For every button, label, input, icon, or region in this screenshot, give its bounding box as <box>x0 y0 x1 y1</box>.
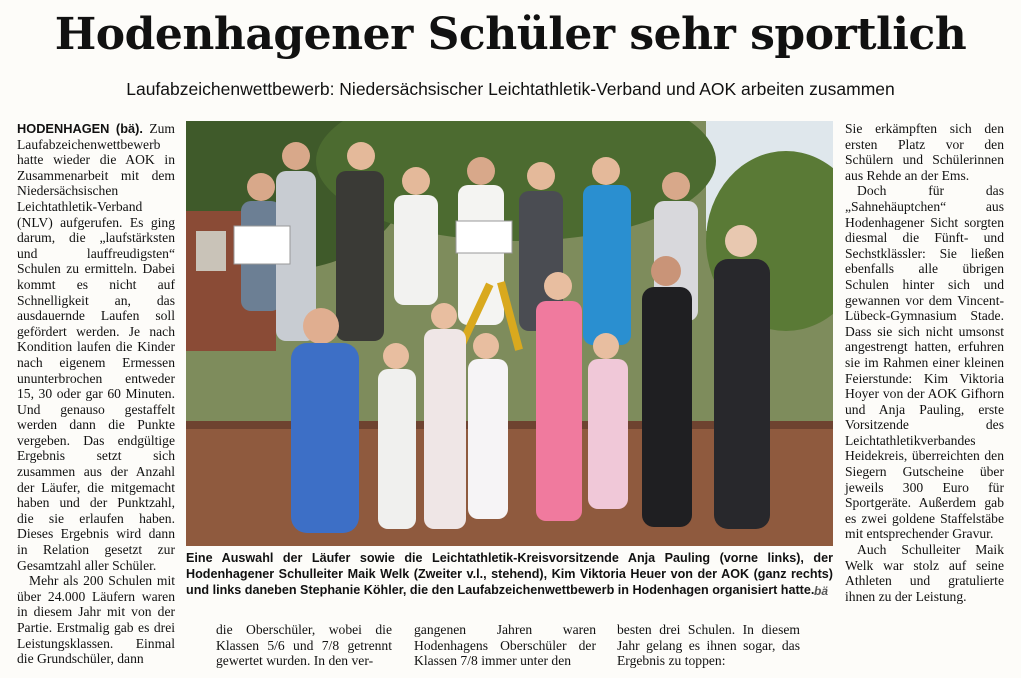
article-paragraph-5: Auch Schulleiter Maik Welk war stolz auf seine Athleten und gratulierte ihnen zu der Leistung. <box>845 542 1004 604</box>
photo-caption: Eine Auswahl der Läufer sowie die Leichtathletik-Kreisvorsitzende Anja Pauling (vorne links), der Hodenhagener Schulleiter Maik Welk (Zweiter v.l., stehend), Kim Viktoria Heuer von der AOK (ganz rechts) und links daneben Stephanie Köhler, die den Laufabzeichenwettbewerb in Hodenhagen organisiert hatte. <box>186 551 833 597</box>
article-paragraph-2: Mehr als 200 Schulen mit über 24.000 Läufern waren in diesem Jahr mit von der Partie. Erstmalig gab es drei Leistungsklassen. Einmal die Grundschüler, dann <box>17 573 175 667</box>
group-photo <box>186 121 833 546</box>
photo-credit: bä <box>814 584 829 598</box>
headline: Hodenhagener Schüler sehr sportlich <box>54 9 967 60</box>
article-column-4 <box>617 622 800 669</box>
article-column-5 <box>845 121 1004 604</box>
article-column-1 <box>17 121 175 667</box>
article-paragraph-1 <box>17 121 175 573</box>
dateline: HODENHAGEN (bä). <box>17 121 143 136</box>
article-text: Zum Laufabzeichenwettbewerb hatte wieder die AOK in Zusammenarbeit mit dem Niedersächsischen Leichtathletik-Verband (NLV) aufgerufen. Es ging darum, die „laufstärksten und lauffreudigsten“ Schulen zu ermitteln. Dabei kommt es nicht auf Schnelligkeit an, das ausdauernde Laufen soll gefördert werden. Je nach Kondition laufen die Kinder nach eigenem Ermessen ununterbrochen entweder 15, 30 oder gar 60 Minuten. Und genauso gestaffelt werden dann die Punkte vergeben. Das endgültige Ergebnis setzt sich zusammen aus der Anzahl der Läufer, die mitgemacht haben und der Punktzahl, die sie erlaufen haben. Dieses Ergebnis wird dann in Relation gesetzt zur Gesamtzahl aller Schüler. <box>17 121 175 573</box>
article-text: die Oberschüler, wobei die Klassen 5/6 und 7/8 getrennt gewertet wurden. In den ver- <box>216 622 392 669</box>
subheadline: Laufabzeichenwettbewerb: Niedersächsischer Leichtathletik-Verband und AOK arbeiten zusammen <box>126 79 895 99</box>
article-paragraph-4: Doch für das „Sahnehäuptchen“ aus Hodenhagener Sicht sorgten diesmal die Fünft- und Sechstklässler: Sie ließen ebenfalls alle übrigen Schulen hinter sich und gewannen vor dem Vincent-Lübeck-Gymnasium Stade. Dass sie sich nicht umsonst angestrengt hatten, erfuhren sie im Rahmen einer kleinen Feierstunde: Kim Viktoria Hoyer von der AOK Gifhorn und Anja Pauling, erste Vorsitzende des Leichtathletikverbandes Heidekreis, überreichten den Siegern Gutscheine über jeweils 300 Euro für Sportgeräte. Außerdem gab es zwei goldene Staffelstäbe mit entsprechender Gravur. <box>845 183 1004 542</box>
article-column-2 <box>216 622 392 669</box>
article-column-3 <box>414 622 596 669</box>
article-paragraph-3: Sie erkämpften sich den ersten Platz vor den Schülern und Schülerinnen aus Rehde an der Ems. <box>845 121 1004 183</box>
article-text: besten drei Schulen. In diesem Jahr gelang es ihnen sogar, das Ergebnis zu toppen: <box>617 622 800 669</box>
article-text: gangenen Jahren waren Hodenhagens Oberschüler der Klassen 7/8 immer unter den <box>414 622 596 669</box>
